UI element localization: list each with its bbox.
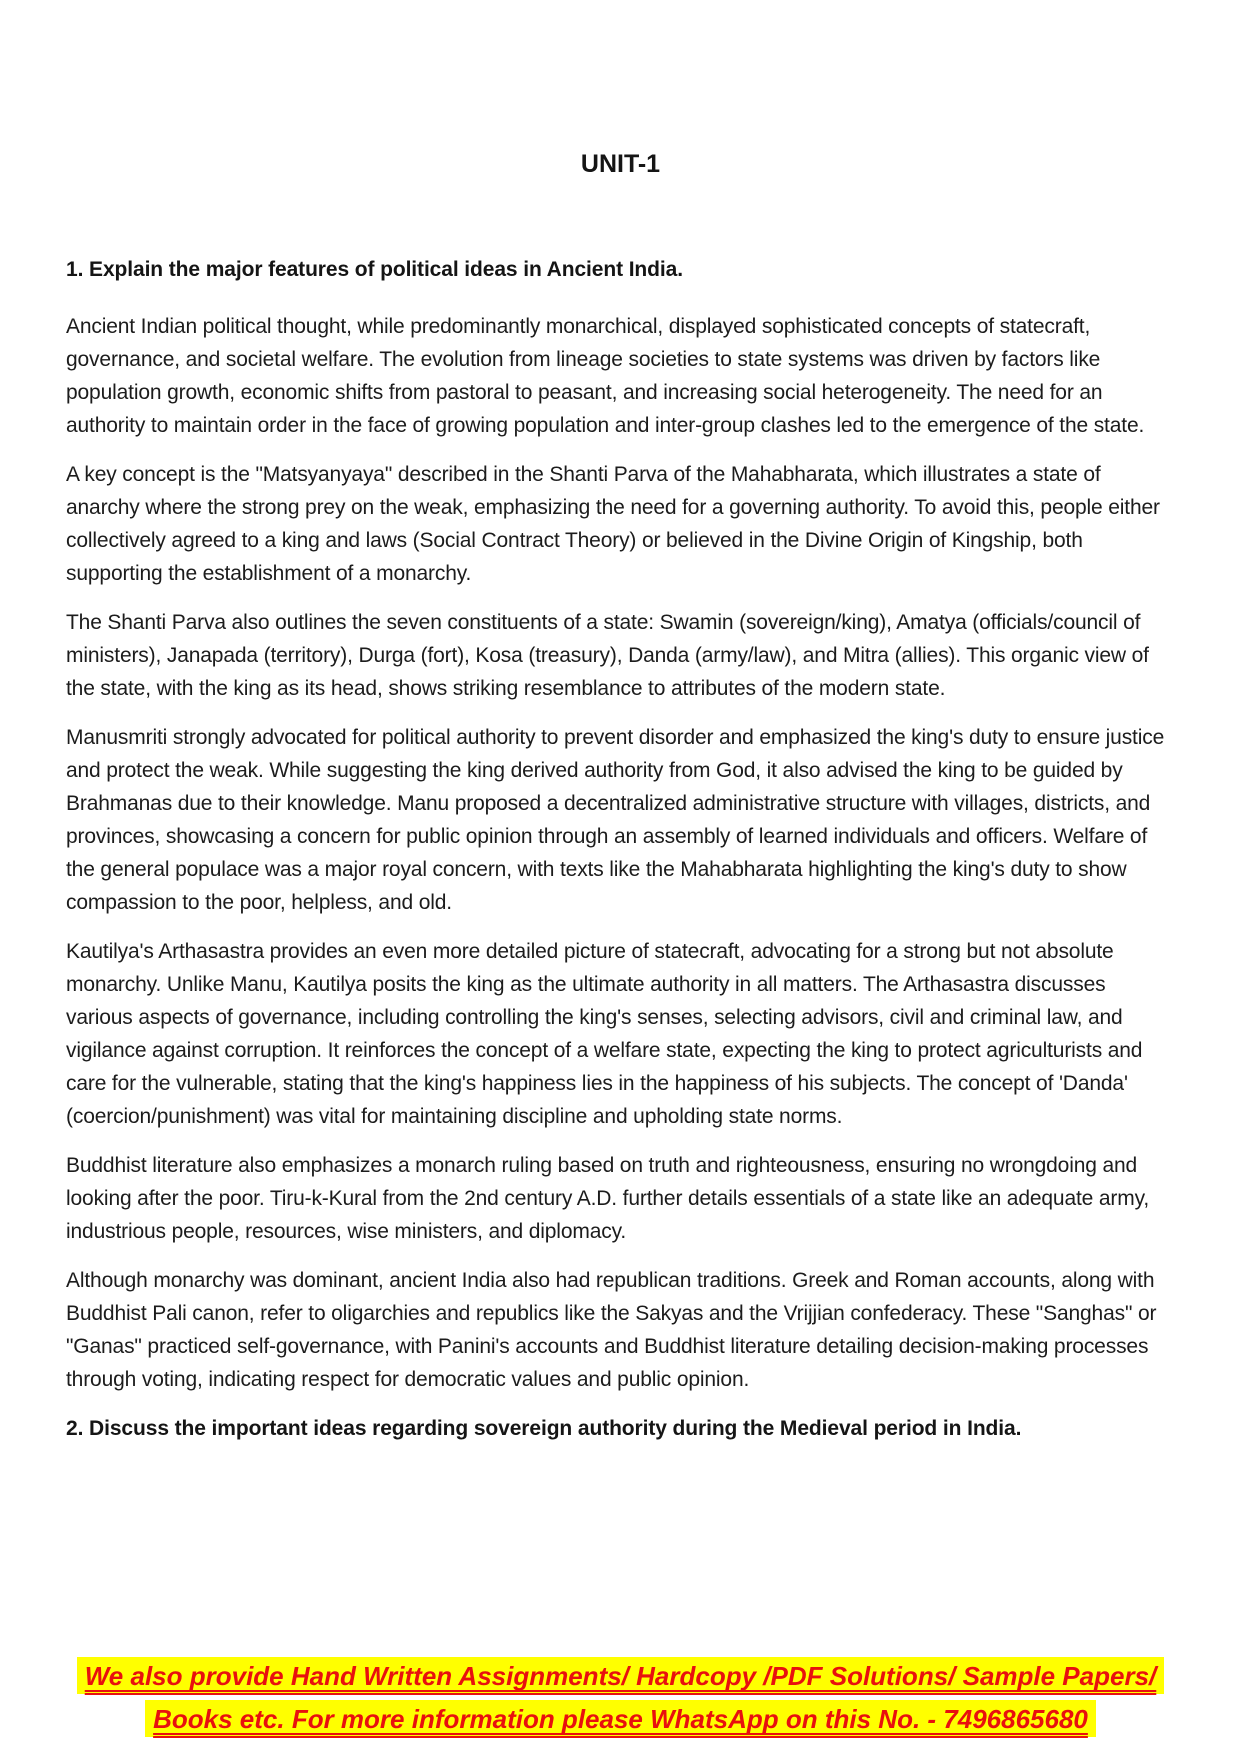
paragraph: Kautilya's Arthasastra provides an even more detailed picture of statecraft, advocating for a strong but not absolute monarchy. Unlike Manu, Kautilya posits the king as the ultimate authority in all matters. The Arthasastra discusses various aspects of governance, including controlling the king's senses, selecting advisors, civil and criminal law, and vigilance against corruption. It reinforces the concept of a welfare state, expecting the king to protect agriculturists and care for the vulnerable, stating that the king's happiness lies in the happiness of his subjects. The concept of 'Danda' (coercion/punishment) was vital for maintaining discipline and upholding state norms. xyxy=(66,940,1143,1128)
paragraph: Buddhist literature also emphasizes a monarch ruling based on truth and righteousness, ensuring no wrongdoing and looking after the poor. Tiru-k-Kural from the 2nd century A.D. further details essentials of a state like an adequate army, industrious people, resources, wise ministers, and diplomacy. xyxy=(66,1154,1150,1243)
paragraph: Manusmriti strongly advocated for political authority to prevent disorder and emphasized the king's duty to ensure justice and protect the weak. While suggesting the king derived authority from God, it also advised the king to be guided by Brahmanas due to their knowledge. Manu proposed a decentralized administrative structure with villages, districts, and provinces, showcasing a concern for public opinion through an assembly of learned individuals and officers. Welfare of the general populace was a major royal concern, with texts like the Mahabharata highlighting the king's duty to show compassion to the poor, helpless, and old. xyxy=(66,726,1165,914)
paragraph: Ancient Indian political thought, while predominantly monarchical, displayed sophisticated concepts of statecraft, governance, and societal welfare. The evolution from lineage societies to state systems was driven by factors like population growth, economic shifts from pastoral to peasant, and increasing social heterogeneity. The need for an authority to maintain order in the face of growing population and inter-group clashes led to the emergence of the state. xyxy=(66,315,1145,437)
doc-title: UNIT-1 xyxy=(580,150,661,178)
footer-banner xyxy=(0,1655,1241,1741)
paragraph: The Shanti Parva also outlines the seven constituents of a state: Swamin (sovereign/king), Amatya (officials/council of ministers), Janapada (territory), Durga (fort), Kosa (treasury), Danda (army/law), and Mitra (allies). This organic view of the state, with the king as its head, shows striking resemblance to attributes of the modern state. xyxy=(66,611,1149,700)
question-1-heading: 1. Explain the major features of political ideas in Ancient India. xyxy=(66,258,683,281)
footer-line-2: Books etc. For more information please WhatsApp on this No. - 7496865680 xyxy=(0,1698,1241,1741)
question-2-heading: 2. Discuss the important ideas regarding sovereign authority during the Medieval period in India. xyxy=(66,1417,1022,1440)
paragraph: A key concept is the "Matsyanyaya" described in the Shanti Parva of the Mahabharata, which illustrates a state of anarchy where the strong prey on the weak, emphasizing the need for a governing authority. To avoid this, people either collectively agreed to a king and laws (Social Contract Theory) or believed in the Divine Origin of Kingship, both supporting the establishment of a monarchy. xyxy=(66,463,1160,585)
footer-line-1: We also provide Hand Written Assignments/ Hardcopy /PDF Solutions/ Sample Papers/ xyxy=(0,1655,1241,1698)
paragraph: Although monarchy was dominant, ancient India also had republican traditions. Greek and Roman accounts, along with Buddhist Pali canon, refer to oligarchies and republics like the Sakyas and the Vrijjian confederacy. These "Sanghas" or "Ganas" practiced self-governance, with Panini's accounts and Buddhist literature detailing decision-making processes through voting, indicating respect for democratic values and public opinion. xyxy=(66,1269,1157,1391)
